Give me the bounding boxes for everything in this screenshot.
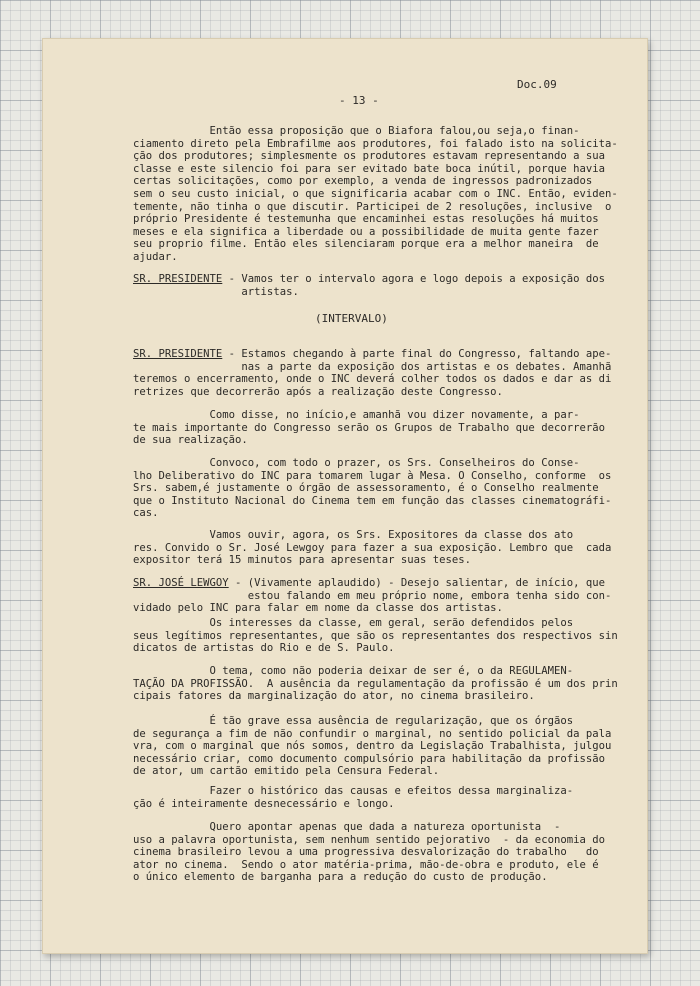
text-line: res. Convido o Sr. José Lewgoy para fazer a sua exposição. Lembro que cada xyxy=(133,541,612,554)
speaker-name: SR. PRESIDENTE xyxy=(133,273,223,285)
paragraph-7 xyxy=(133,715,621,778)
text-line: vra, com o marginal que nós somos, dentro da Legislação Trabalhista, julgou xyxy=(133,740,612,753)
text-line: dicatos de artistas do Rio e de S. Paulo. xyxy=(133,642,395,655)
text-line: ção dos produtores; simplesmente os produtores estavam representando a sua xyxy=(133,150,605,163)
text-line: classe e este silencio foi para ser evitado bate boca inútil, porque havia xyxy=(133,162,605,175)
paragraph-4 xyxy=(133,529,621,567)
speaker-name: SR. PRESIDENTE xyxy=(133,348,223,360)
text-line: cinema brasileiro levou a uma progressiva desvalorização do trabalho do xyxy=(133,846,599,859)
text-line: Os interesses da classe, em geral, serão defendidos pelos xyxy=(133,617,574,629)
text-line: de segurança a fim de não confundir o marginal, no sentido policial da pala xyxy=(133,727,612,740)
text-line: expositor terá 15 minutos para apresentar suas teses. xyxy=(133,554,472,567)
text-line: temente, não tinha o que discutir. Participei de 2 resoluções, inclusive o xyxy=(133,200,612,213)
document-reference: Doc.09 xyxy=(517,78,557,91)
text-line: Como disse, no início,e amanhã vou dizer novamente, a par- xyxy=(133,409,580,421)
text-line: ciamento direto pela Embrafilme aos produtores, foi falado isto na solicita- xyxy=(133,137,618,150)
text-line: TAÇÃO DA PROFISSÃO. A ausência da regulamentação da profissão é um dos prin xyxy=(133,677,618,690)
text-line: É tão grave essa ausência de regularização, que os órgãos xyxy=(133,715,574,727)
text-line: Convoco, com todo o prazer, os Srs. Conselheiros do Conse- xyxy=(133,457,580,469)
speaker-name: SR. JOSÉ LEWGOY xyxy=(133,577,229,589)
text-line: necessário criar, como documento compulsório para habilitação da profissão xyxy=(133,752,605,765)
speaker-turn-presidente-1 xyxy=(133,273,623,298)
text-line: meses e ela significa a liberdade ou a possibilidade de muita gente fazer xyxy=(133,225,599,238)
text-line: seu proprio filme. Então eles silenciaram porque era a melhor maneira de xyxy=(133,238,599,251)
page-number: - 13 - xyxy=(339,94,379,107)
text-line: Vamos ouvir, agora, os Srs. Expositores da classe dos ato xyxy=(133,529,574,541)
paragraph-8 xyxy=(133,785,621,810)
text-line: o único elemento de barganha para a redução do custo de produção. xyxy=(133,871,548,884)
speaker-turn-presidente-2 xyxy=(133,348,623,398)
intervalo-heading: (INTERVALO) xyxy=(315,312,388,325)
paragraph-6 xyxy=(133,665,621,703)
paragraph-9 xyxy=(133,821,621,884)
text-line: próprio Presidente é testemunha que encaminhei estas resoluções há muitos xyxy=(133,213,599,226)
text-line: de sua realização. xyxy=(133,434,248,447)
text-line: ção é inteiramente desnecessário e longo. xyxy=(133,797,395,810)
text-line: O tema, como não poderia deixar de ser é, o da REGULAMEN- xyxy=(133,665,574,677)
text-line: cipais fatores da marginalização do ator, no cinema brasileiro. xyxy=(133,690,535,703)
speech-line: teremos o encerramento, onde o INC deverá colher todos os dados e dar as di xyxy=(133,373,612,386)
text-line: Quero apontar apenas que dada a natureza oportunista - xyxy=(133,821,561,833)
speech-line: nas a parte da exposição dos artistas e os debates. Amanhã xyxy=(133,360,612,373)
text-line: cas. xyxy=(133,507,159,520)
document-page xyxy=(42,38,648,954)
text-line: ator no cinema. Sendo o ator matéria-prima, mão-de-obra e produto, ele é xyxy=(133,858,599,871)
paragraph-5 xyxy=(133,617,621,655)
text-line: lho Deliberativo do INC para tomarem lugar à Mesa. O Conselho, conforme os xyxy=(133,469,612,482)
text-line: seus legítimos representantes, que são os representantes dos respectivos sin xyxy=(133,629,618,642)
text-line: sem o seu custo inicial, o que significaria acabar com o INC. Então, eviden- xyxy=(133,187,618,200)
text-line: ajudar. xyxy=(133,250,178,263)
speech-line: - Vamos ter o intervalo agora e logo depois a exposição dos xyxy=(222,273,605,285)
paragraph-1 xyxy=(133,125,621,264)
text-line: Então essa proposição que o Biafora falou,ou seja,o finan- xyxy=(133,125,580,137)
text-line: te mais importante do Congresso serão os Grupos de Trabalho que decorrerão xyxy=(133,421,605,434)
text-line: de ator, um cartão emitido pela Censura Federal. xyxy=(133,765,440,778)
speech-line: - Estamos chegando à parte final do Congresso, faltando ape- xyxy=(222,348,612,360)
speaker-turn-lewgoy xyxy=(133,577,623,615)
paragraph-3 xyxy=(133,457,621,520)
text-line: certas solicitações, como por exemplo, a venda de ingressos padronizados xyxy=(133,175,593,188)
speech-line: vidado pelo INC para falar em nome da classe dos artistas. xyxy=(133,602,503,615)
text-line: que o Instituto Nacional do Cinema tem em função das classes cinematográfi- xyxy=(133,494,612,507)
speech-line: - (Vivamente aplaudido) - Desejo salientar, de início, que xyxy=(228,577,605,589)
text-line: uso a palavra oportunista, sem nenhum sentido pejorativo - da economia do xyxy=(133,833,605,846)
speech-line: artistas. xyxy=(133,285,299,298)
text-line: Srs. sabem,é justamente o órgão de assessoramento, é o Conselho realmente xyxy=(133,482,599,495)
text-line: Fazer o histórico das causas e efeitos dessa marginaliza- xyxy=(133,785,574,797)
speech-line: estou falando em meu próprio nome, embora tenha sido con- xyxy=(133,589,612,602)
speech-line: retrizes que decorrerão após a realização deste Congresso. xyxy=(133,385,503,398)
paragraph-2 xyxy=(133,409,621,447)
